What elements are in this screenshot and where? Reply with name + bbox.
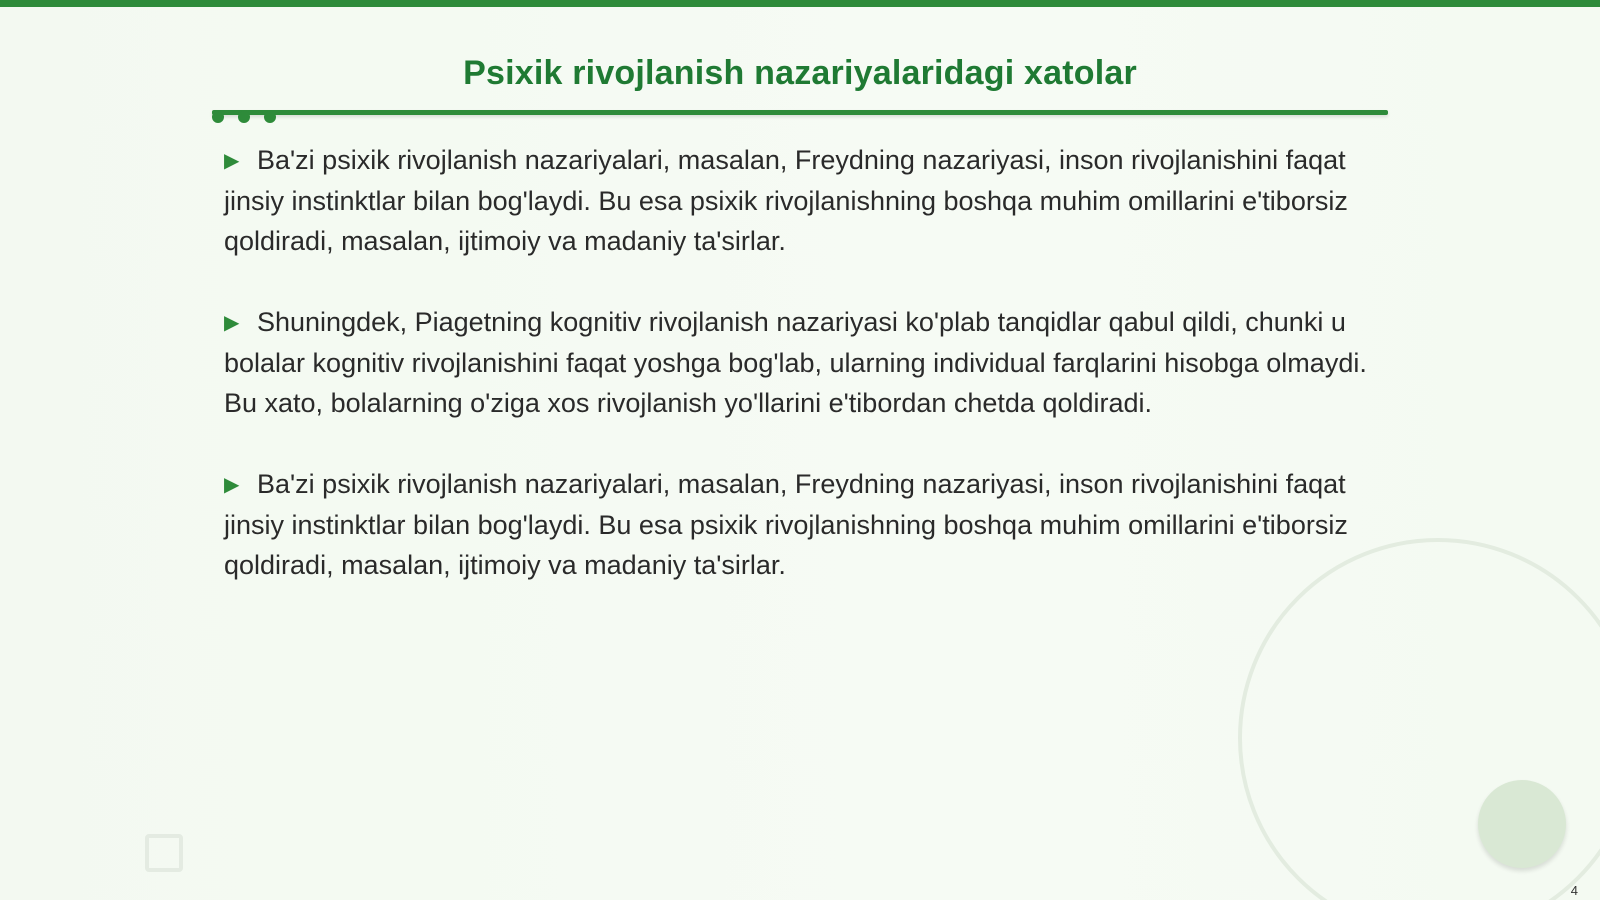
bullet-list (224, 140, 1374, 626)
title-underline (212, 110, 1388, 115)
bullet-text: Ba'zi psixik rivojlanish nazariyalari, masalan, Freydning nazariyasi, inson rivojlanishini faqat jinsiy instinktlar bilan bog'laydi. Bu esa psixik rivojlanishning boshqa muhim omillarini e'tiborsiz qoldiradi, masalan, ijtimoiy va madaniy ta'sirlar. (224, 469, 1348, 580)
bullet-arrow-icon: ▶ (224, 150, 240, 172)
decorative-circle (1478, 780, 1566, 868)
top-accent-bar (0, 0, 1600, 7)
underline-dot (212, 111, 224, 123)
slide-title: Psixik rivojlanish nazariyalaridagi xatolar (463, 54, 1137, 92)
page-number: 4 (1570, 883, 1578, 898)
bullet-arrow-icon: ▶ (224, 474, 240, 496)
bullet-paragraph (224, 302, 1374, 423)
bullet-paragraph (224, 140, 1374, 261)
bullet-paragraph (224, 464, 1374, 585)
underline-dot (264, 111, 276, 123)
underline-dot (238, 111, 250, 123)
bullet-text: Ba'zi psixik rivojlanish nazariyalari, masalan, Freydning nazariyasi, inson rivojlanishini faqat jinsiy instinktlar bilan bog'laydi. Bu esa psixik rivojlanishning boshqa muhim omillarini e'tiborsiz qoldiradi, masalan, ijtimoiy va madaniy ta'sirlar. (224, 145, 1348, 256)
decorative-square (145, 834, 183, 872)
bullet-text: Shuningdek, Piagetning kognitiv rivojlanish nazariyasi ko'plab tanqidlar qabul qildi, chunki u bolalar kognitiv rivojlanishini faqat yoshga bog'lab, ularning individual farqlarini hisobga olmaydi. Bu xato, bolalarning o'ziga xos rivojlanish yo'llarini e'tibordan chetda qoldiradi. (224, 307, 1367, 418)
bullet-arrow-icon: ▶ (224, 312, 240, 334)
